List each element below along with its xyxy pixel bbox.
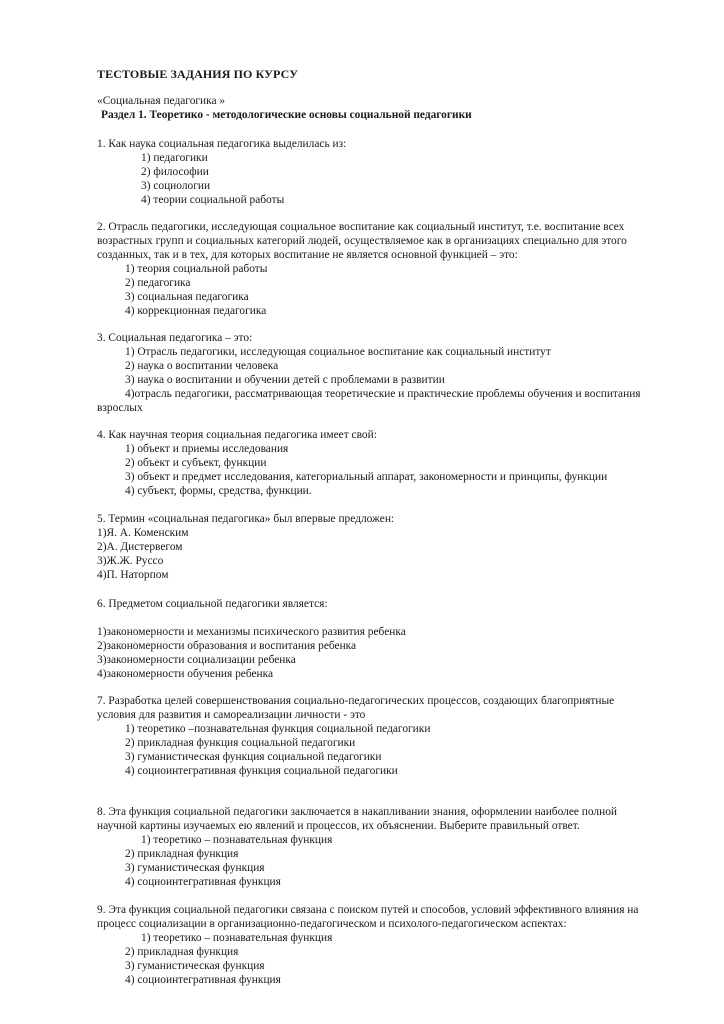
answer-option: 1) педагогики [141, 152, 208, 164]
answer-option: 4) коррекционная педагогика [125, 305, 267, 317]
answer-option: 4)П. Наторпом [97, 569, 169, 581]
question-text: 2. Отрасль педагогики, исследующая социальное воспитание как социальный институт, т.е. воспитание всех [97, 221, 625, 233]
answer-option: 2) педагогика [125, 277, 191, 289]
answer-option: 1) Отрасль педагогики, исследующая социальное воспитание как социальный институт [125, 346, 551, 358]
answer-option: 1) теоретико – познавательная функция [141, 834, 333, 846]
answer-option: 3)Ж.Ж. Руссо [97, 555, 164, 567]
question-text: созданных, так и в тех, для которых воспитание не является основной функцией – это: [97, 249, 518, 261]
answer-option: 2) прикладная функция [125, 946, 239, 958]
section-heading: Раздел 1. Теоретико - методологические основы социальной педагогики [101, 109, 472, 121]
answer-option: 1) объект и приемы исследования [125, 443, 289, 455]
answer-option: 3) гуманистическая функция [125, 960, 265, 972]
answer-option: 4) субъект, формы, средства, функции. [125, 485, 312, 497]
course-name: «Социальная педагогика » [97, 95, 226, 107]
answer-option: 3) наука о воспитании и обучении детей с проблемами в развитии [125, 374, 445, 386]
question-text: процесс социализации в организационно-педагогическом и психолого-педагогическом аспектах: [97, 918, 567, 930]
question-text: 8. Эта функция социальной педагогики заключается в накапливании знания, оформлении наиболее полной [97, 806, 618, 818]
answer-option: 1)Я. А. Коменским [97, 527, 189, 539]
document-title: ТЕСТОВЫЕ ЗАДАНИЯ ПО КУРСУ [97, 67, 299, 81]
answer-option: 3) социологии [141, 180, 211, 192]
answer-option: 1) теоретико –познавательная функция социальной педагогики [125, 723, 431, 735]
answer-option: 4) теории социальной работы [141, 194, 285, 206]
question-text: 6. Предметом социальной педагогики является: [97, 598, 328, 610]
question-text: 9. Эта функция социальной педагогики связана с поиском путей и способов, условий эффективного влияния на [97, 904, 639, 916]
answer-option: 1) теория социальной работы [125, 263, 268, 275]
answer-option: 2)А. Дистервегом [97, 541, 183, 553]
question-text: 7. Разработка целей совершенствования социально-педагогических процессов, создающих благоприятные [97, 695, 615, 707]
answer-option: 3)закономерности социализации ребенка [97, 654, 296, 666]
answer-option: 2) наука о воспитании человека [125, 360, 279, 372]
answer-option: 4) социоинтегративная функция социальной педагогики [125, 765, 398, 777]
question-text: 5. Термин «социальная педагогика» был впервые предложен: [97, 513, 395, 525]
answer-option: 4) социоинтегративная функция [125, 974, 281, 986]
question-text: условия для развития и самореализации личности - это [97, 709, 366, 721]
answer-option: 3) гуманистическая функция социальной педагогики [125, 751, 382, 763]
question-text: 1. Как наука социальная педагогика выделилась из: [97, 138, 347, 150]
answer-option: 2) философии [141, 166, 209, 178]
question-text: возрастных групп и социальных категорий людей, осуществляемое как в организациях специально для этого [97, 235, 627, 247]
answer-option: 3) объект и предмет исследования, категориальный аппарат, закономерности и принципы, функции [125, 471, 608, 483]
answer-option: 1)закономерности и механизмы психического развития ребенка [97, 626, 406, 638]
answer-option: 3) социальная педагогика [125, 291, 249, 303]
question-text: 4. Как научная теория социальная педагогика имеет свой: [97, 429, 377, 441]
answer-option: 4)закономерности обучения ребенка [97, 668, 274, 680]
answer-option: 2)закономерности образования и воспитания ребенка [97, 640, 357, 652]
answer-option: 3) гуманистическая функция [125, 862, 265, 874]
answer-option: 2) объект и субъект, функции [125, 457, 267, 469]
answer-option: 2) прикладная функция [125, 848, 239, 860]
answer-option-continuation: взрослых [97, 402, 143, 414]
answer-option: 2) прикладная функция социальной педагогики [125, 737, 356, 749]
question-text: 3. Социальная педагогика – это: [97, 332, 253, 344]
question-text: научной картины изучаемых ею явлений и процессов, их объяснении. Выберите правильный ответ. [97, 820, 580, 832]
answer-option: 4) социоинтегративная функция [125, 876, 281, 888]
answer-option: 1) теоретико – познавательная функция [141, 932, 333, 944]
answer-option: 4)отрасль педагогики, рассматривающая теоретические и практические проблемы обучения и воспитания [125, 388, 641, 400]
